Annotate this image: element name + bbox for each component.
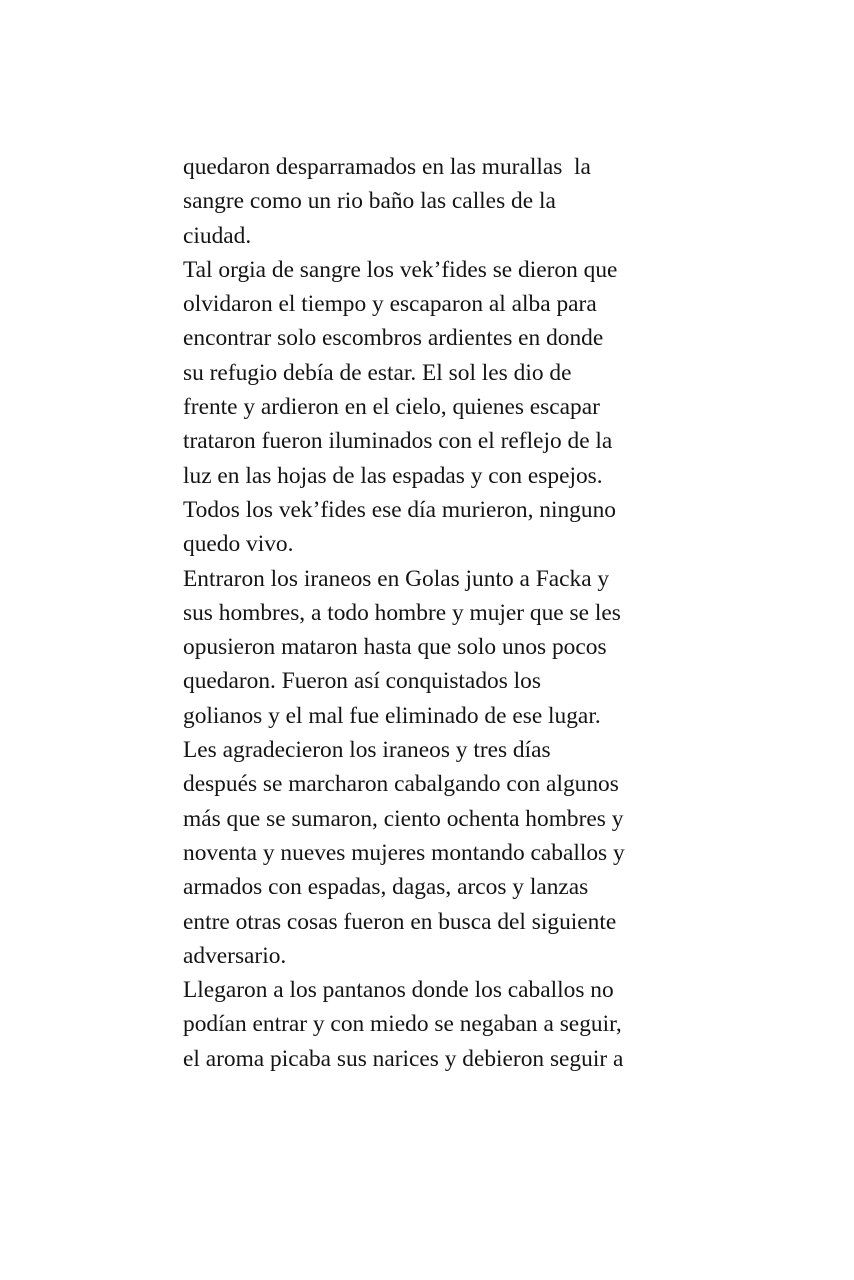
- text-line: entre otras cosas fueron en busca del siguiente: [183, 908, 617, 935]
- text-line: el aroma picaba sus narices y debieron seguir a: [183, 1045, 624, 1072]
- text-line: trataron fueron iluminados con el reflejo de la: [183, 428, 613, 455]
- text-line: opusieron mataron hasta que solo unos pocos: [183, 634, 607, 661]
- text-line: Tal orgia de sangre los vek’fides se dieron que: [183, 256, 618, 283]
- text-line: quedaron desparramados en las murallas la: [183, 154, 591, 180]
- text-line: Llegaron a los pantanos donde los caballos no: [183, 977, 614, 1004]
- text-line: sus hombres, a todo hombre y mujer que se les: [183, 599, 621, 626]
- text-line: Todos los vek’fides ese día murieron, ninguno: [183, 496, 616, 523]
- body-text: [183, 150, 683, 1076]
- text-line: noventa y nueves mujeres montando caballos y: [183, 839, 625, 866]
- text-line: olvidaron el tiempo y escaparon al alba para: [183, 291, 597, 318]
- text-line: frente y ardieron en el cielo, quienes escapar: [183, 394, 600, 421]
- text-line: adversario.: [183, 942, 287, 969]
- text-line: encontrar solo escombros ardientes en donde: [183, 325, 604, 352]
- text-line: luz en las hojas de las espadas y con espejos.: [183, 462, 603, 489]
- text-line: Les agradecieron los iraneos y tres días: [183, 737, 551, 764]
- text-line: podían entrar y con miedo se negaban a seguir,: [183, 1011, 622, 1038]
- text-line: después se marcharon cabalgando con algunos: [183, 771, 619, 798]
- text-line: Entraron los iraneos en Golas junto a Facka y: [183, 565, 610, 592]
- text-line: quedaron. Fueron así conquistados los: [183, 668, 541, 695]
- text-line: su refugio debía de estar. El sol les dio de: [183, 359, 572, 386]
- text-line: armados con espadas, dagas, arcos y lanzas: [183, 874, 589, 901]
- text-line: quedo vivo.: [183, 531, 294, 558]
- text-line: ciudad.: [183, 222, 252, 249]
- text-line: más que se sumaron, ciento ochenta hombres y: [183, 805, 624, 832]
- text-line: golianos y el mal fue eliminado de ese lugar.: [183, 702, 601, 729]
- text-line: sangre como un rio baño las calles de la: [183, 188, 556, 215]
